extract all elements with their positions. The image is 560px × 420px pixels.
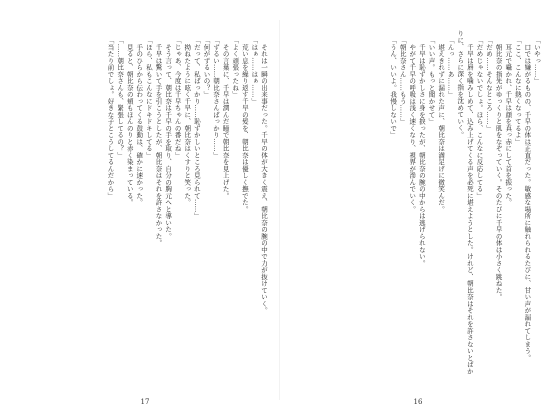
right-page <box>283 0 553 420</box>
paragraph: 「いやっ……」 <box>533 36 541 84</box>
left-page <box>10 0 280 420</box>
paragraph: 口では嫌がるものの、千早の体は正直だった。敏感な場所に触れられるたびに、甘い声が漏れてしまう。 <box>523 36 532 361</box>
page-number-left: 17 <box>140 398 150 406</box>
paragraph: 「ずるい……朝比奈さんばっかり……」 <box>212 36 221 158</box>
paragraph: 「だめじゃないでしょ。ほら、こんなに反応してる」 <box>475 36 484 199</box>
paragraph: 「だめ……そんなところ……」 <box>485 36 494 131</box>
paragraph: 「いい声。もっと聞かせて」 <box>427 36 436 125</box>
paragraph: 見ると、朝比奈の頬もほんのりと赤く染まっている。 <box>125 36 134 206</box>
paragraph: 「だって、私ばっかり……恥ずかしいところ見られて……」 <box>192 36 201 219</box>
paragraph: 堪えきれずに漏れた声に、朝比奈は満足げに微笑んだ。 <box>437 36 446 212</box>
paragraph: 拗ねたように呟く千早に、朝比奈はくすりと笑った。 <box>183 36 192 206</box>
paragraph: 「んっ……あ……」 <box>446 36 455 98</box>
paragraph: 朝比奈の指先がゆっくりと肌をなぞっていく。そのたびに千早の体は小さく跳ねた。 <box>494 36 503 300</box>
right-page-text <box>295 30 541 374</box>
paragraph: 「はぁ……はぁ……」 <box>250 36 259 104</box>
page-number-right: 16 <box>413 398 423 406</box>
paragraph: 「じゃあ、今度は千早ちゃんの番だね」 <box>173 36 182 158</box>
paragraph: 「当たり前でしょ。好きな子とこうしてるんだから」 <box>106 36 115 199</box>
paragraph: それは一瞬の出来事だった。千早の体が大きく震え、朝比奈の腕の中で力が抜けていく。 <box>260 36 268 314</box>
paragraph: 千早は唇を噛みしめて、込み上げてくる声を必死に堪えようとした。けれど、朝比奈はそれを許さないとばかりに、さらに深く指を沈めていく。 <box>456 30 474 374</box>
paragraph: 手のひらから伝わってくる鼓動は、確かに速かった。 <box>135 36 144 206</box>
paragraph: 荒い息を繰り返す千早の髪を、朝比奈は優しく撫でた。 <box>240 36 249 212</box>
paragraph: 「ここ、こんなに熱くなってるよ」 <box>513 36 522 145</box>
paragraph: その言葉に、千早は潤んだ瞳で朝比奈を見上げた。 <box>221 36 230 199</box>
paragraph: 「うん、いいよ。我慢しないで」 <box>389 36 398 138</box>
paragraph: 耳元で囁かれ、千早は顔を真っ赤にして首を振った。 <box>504 36 513 206</box>
paragraph: 「……朝比奈さんも、緊張してるの？」 <box>116 36 125 158</box>
paragraph: 千早は恥ずかしさに身を捩ったが、朝比奈の腕の中からは逃げられない。 <box>417 36 426 266</box>
left-page-text <box>22 30 268 374</box>
paragraph: 千早は驚いて手を引こうとしたが、朝比奈はそれを許さなかった。 <box>154 36 163 246</box>
paragraph: 「ほら、私もこんなにドキドキしてる」 <box>144 36 153 158</box>
paragraph: やがて千早の呼吸は浅く速くなり、視界が滲んでいく。 <box>408 36 417 212</box>
paragraph: そう言って、朝比奈は千早の手を取り、自分の胸元へと導いた。 <box>164 36 173 239</box>
paragraph: 「朝比奈さん……もう……」 <box>398 36 407 125</box>
paragraph: 「よく頑張ったね」 <box>231 36 240 98</box>
paragraph: 「何がずるいの？」 <box>202 36 211 98</box>
